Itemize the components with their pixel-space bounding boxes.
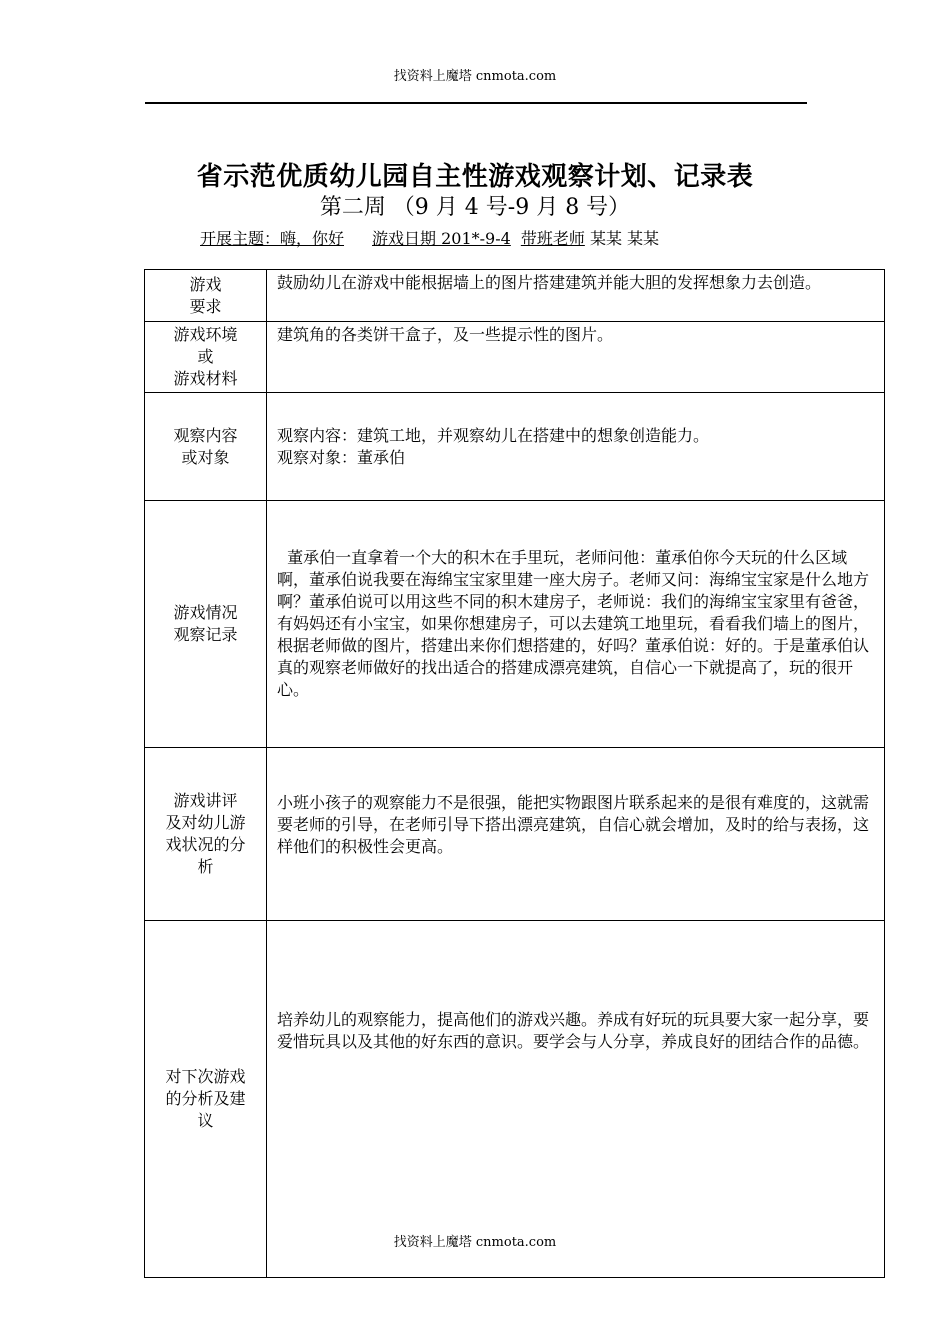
row-label (145, 393, 267, 501)
meta-line (200, 228, 800, 250)
row-paragraph: 小班小孩子的观察能力不是很强，能把实物跟图片联系起来的是很有难度的，这就需要老师的引导，在老师引导下搭出漂亮建筑，自信心就会增加，及时的给与表扬，这样他们的积极性会更高。 (277, 793, 870, 856)
row-label (145, 501, 267, 748)
header-divider (145, 102, 807, 104)
table-row-review (145, 748, 885, 921)
row-label-line: 观察记录 (173, 625, 238, 644)
row-label-line: 游戏情况 (173, 603, 238, 622)
row-content (267, 393, 885, 501)
page-header: 找资料上魔塔 cnmota.com (393, 69, 557, 84)
row-paragraph: 鼓励幼儿在游戏中能根据墙上的图片搭建建筑并能大胆的发挥想象力去创造。 (277, 273, 822, 292)
row-label (145, 270, 267, 322)
row-paragraph: 观察内容：建筑工地，并观察幼儿在搭建中的想象创造能力。 (277, 425, 710, 445)
row-content (267, 748, 885, 921)
row-label-line: 游戏环境 (173, 325, 238, 344)
document-subtitle: 第二周 （9 月 4 号-9 月 8 号） (319, 195, 631, 220)
row-label-line: 或对象 (181, 447, 230, 467)
table-row-requirements (145, 270, 885, 322)
row-label-line: 要求 (189, 296, 222, 316)
table-row-observation-target (145, 393, 885, 501)
row-label (145, 921, 267, 1278)
row-label-line: 的分析及建 (165, 1089, 246, 1108)
row-content (267, 270, 885, 322)
row-paragraph: 董承伯一直拿着一个大的积木在手里玩，老师问他：董承伯你今天玩的什么区域啊，董承伯说我要在海绵宝宝家里建一座大房子。老师又问：海绵宝宝家是什么地方啊？董承伯说可以用这些不同的积木建房子，老师说：我们的海绵宝宝家里有爸爸，有妈妈还有小宝宝，如果你想建房子，可以去建筑工地里玩，看看我们墙上的图片，根据老师做的图片，搭建出来你们想搭建的，好吗？董承伯说：好的。于是董承伯认真的观察老师做好的找出适合的搭建成漂亮建筑，自信心一下就提高了，玩的很开心。 (277, 548, 870, 699)
teacher-names: 某某 某某 (589, 229, 660, 248)
row-label-line: 戏状况的分 (165, 835, 246, 854)
row-content (267, 322, 885, 393)
date-label: 游戏日期 201*-9-4 (372, 229, 511, 248)
row-label-line: 议 (197, 1111, 214, 1130)
teacher-label: 带班老师 (520, 229, 585, 248)
row-label (145, 322, 267, 393)
row-paragraph: 观察对象：董承伯 (277, 447, 406, 467)
row-label-line: 观察内容 (173, 425, 238, 445)
table-row-materials (145, 322, 885, 393)
table-row-suggestions (145, 921, 885, 1278)
row-label-line: 或 (197, 347, 214, 366)
table-row-observation-record (145, 501, 885, 748)
row-content (267, 501, 885, 748)
document-title: 省示范优质幼儿园自主性游戏观察计划、记录表 (196, 162, 754, 192)
row-label-line: 游戏材料 (173, 369, 238, 388)
row-label-line: 游戏 (189, 274, 222, 294)
row-paragraph: 建筑角的各类饼干盒子，及一些提示性的图片。 (277, 325, 614, 344)
row-label-line: 及对幼儿游 (165, 813, 246, 832)
observation-table (144, 269, 885, 1278)
row-paragraph: 培养幼儿的观察能力，提高他们的游戏兴趣。养成有好玩的玩具要大家一起分享，要爱惜玩具以及其他的好东西的意识。要学会与人分享，养成良好的团结合作的品德。 (277, 1010, 870, 1051)
row-label-line: 游戏讲评 (173, 791, 238, 810)
row-label (145, 748, 267, 921)
theme-label: 开展主题：嗨，你好 (200, 229, 345, 248)
row-content (267, 921, 885, 1278)
page-footer: 找资料上魔塔 cnmota.com (393, 1235, 557, 1250)
row-label-line: 对下次游戏 (165, 1067, 246, 1086)
row-label-line: 析 (197, 857, 214, 876)
